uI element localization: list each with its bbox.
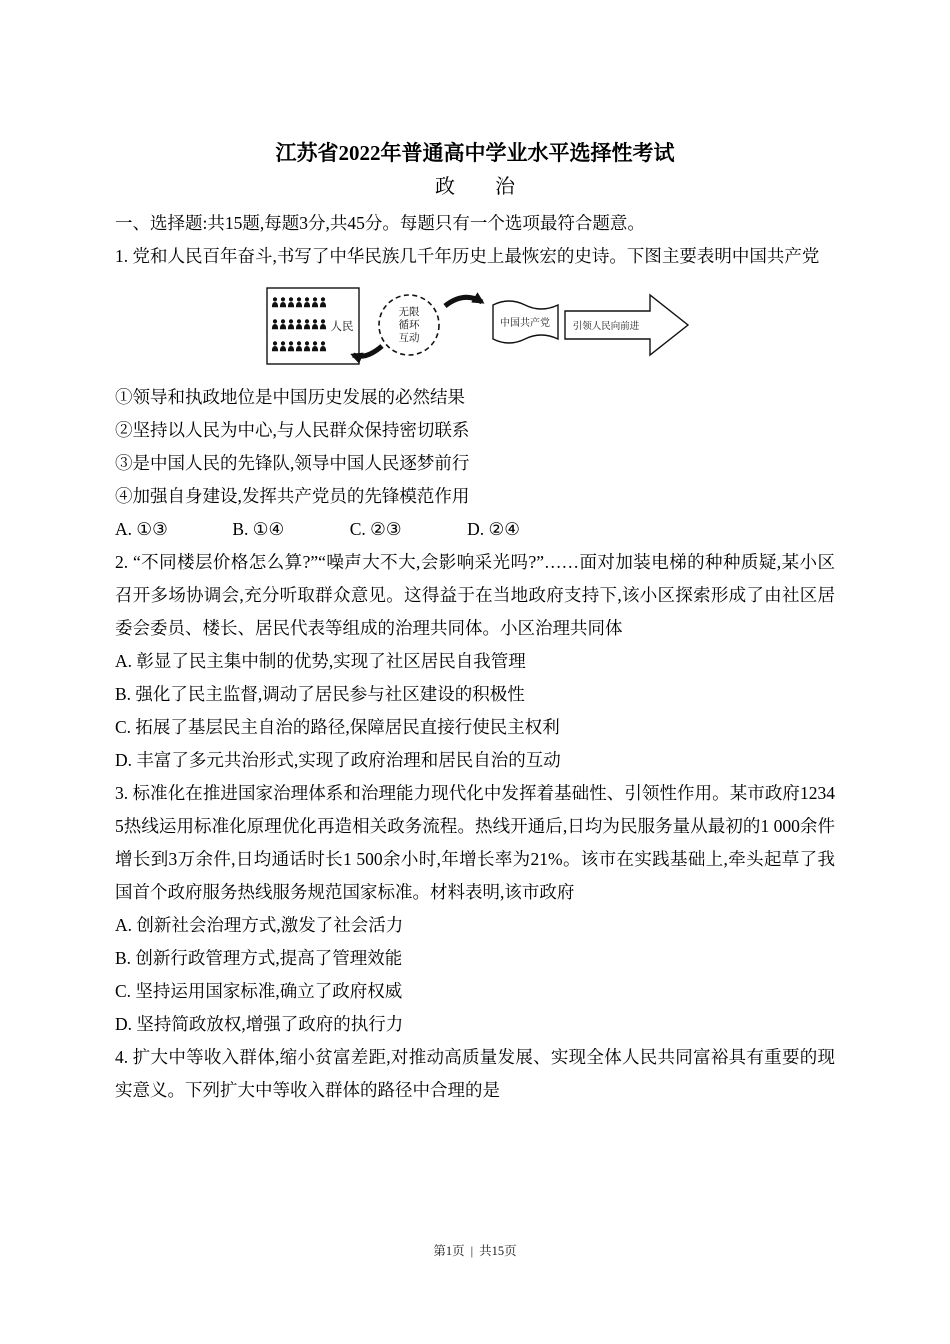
person-icon [296,341,302,351]
person-icon [280,319,286,329]
q2-option-b: B. 强化了民主监督,调动了居民参与社区建设的积极性 [115,684,525,704]
person-icon [296,319,302,329]
q2-option-a: A. 彰显了民主集中制的优势,实现了社区居民自我管理 [115,651,526,671]
footer-separator: | [470,1244,474,1258]
q1-figure [261,278,835,374]
person-icon [320,297,326,307]
q1-item-1: ①领导和执政地位是中国历史发展的必然结果 [115,387,465,407]
person-icon [272,319,278,329]
q3-stem: 3. 标准化在推进国家治理体系和治理能力现代化中发挥着基础性、引领性作用。某市政府12345热线运用标准化原理优化再造相关政务流程。热线开通后,日均为民服务量从最初的1 000余件增长到3万余件,日均通话时长1 500余小时,年增长率为21%。该市在实践基础上,牵头起草了我国首个政府服务热线服务规范国家标准。材料表明,该市政府 [115,783,835,902]
person-icon [304,319,310,329]
page-footer [0,1243,950,1259]
person-icon [296,297,302,307]
person-icon [272,341,278,351]
person-icon [272,297,278,307]
exam-subject: 政 治 [435,176,515,198]
exam-title: 江苏省2022年普通高中学业水平选择性考试 [275,141,675,165]
person-icon [312,319,318,329]
footer-page-number: 第1页 [433,1244,465,1258]
q2-option-c: C. 拓展了基层民主自治的路径,保障居民直接行使民主权利 [115,717,560,737]
people-label: 人民 [330,321,354,333]
q1-item-2: ②坚持以人民为中心,与人民群众保持密切联系 [115,420,470,440]
person-icon [312,341,318,351]
person-icon [304,297,310,307]
q3-option-b: B. 创新行政管理方式,提高了管理效能 [115,948,403,968]
q1-item-4: ④加强自身建设,发挥共产党员的先锋模范作用 [115,486,470,506]
q3-option-d: D. 坚持简政放权,增强了政府的执行力 [115,1014,404,1034]
q3-option-a: A. 创新社会治理方式,激发了社会活力 [115,915,404,935]
person-icon [288,297,294,307]
curved-arrow-to-people-icon [353,346,382,356]
person-icon [320,341,326,351]
flag-label: 中国共产党 [500,318,550,329]
q4-stem: 4. 扩大中等收入群体,缩小贫富差距,对推动高质量发展、实现全体人民共同富裕具有重要的现实意义。下列扩大中等收入群体的路径中合理的是 [115,1047,835,1100]
person-icon [280,341,286,351]
person-icon [312,297,318,307]
person-icon [288,319,294,329]
person-icon [320,319,326,329]
q1-option-d: D. ②④ [467,519,520,539]
cycle-text-line1: 无限 [398,307,420,318]
q1-figure-svg [261,278,693,374]
q1-option-a: A. ①③ [115,519,168,539]
cycle-text-line2: 循环 [398,320,420,331]
person-icon [288,341,294,351]
q2-stem: 2. “不同楼层价格怎么算?”“噪声大不大,会影响采光吗?”……面对加装电梯的种种质疑,某小区召开多场协调会,充分听取群众意见。这得益于在当地政府支持下,该小区探索形成了由社区居委会委员、楼长、居民代表等组成的治理共同体。小区治理共同体 [115,552,835,638]
person-icon [304,341,310,351]
q1-stem: 1. 党和人民百年奋斗,书写了中华民族几千年历史上最恢宏的史诗。下图主要表明中国共产党 [115,246,820,266]
footer-total-pages: 共15页 [479,1244,517,1258]
section-header: 一、选择题:共15题,每题3分,共45分。每题只有一个选项最符合题意。 [115,213,645,233]
cycle-text-line3: 互动 [398,333,420,344]
forward-arrow-label: 引领人民向前进 [572,322,640,332]
exam-page [115,140,835,1107]
curved-arrow-to-party-icon [445,297,482,306]
q1-options [115,513,835,546]
q2-option-d: D. 丰富了多元共治形式,实现了政府治理和居民自治的互动 [115,750,561,770]
q3-option-c: C. 坚持运用国家标准,确立了政府权威 [115,981,403,1001]
q1-option-b: B. ①④ [232,519,285,539]
q1-item-3: ③是中国人民的先锋队,领导中国人民逐梦前行 [115,453,470,473]
person-icon [280,297,286,307]
people-icons [272,297,326,351]
q1-option-c: C. ②③ [349,519,402,539]
